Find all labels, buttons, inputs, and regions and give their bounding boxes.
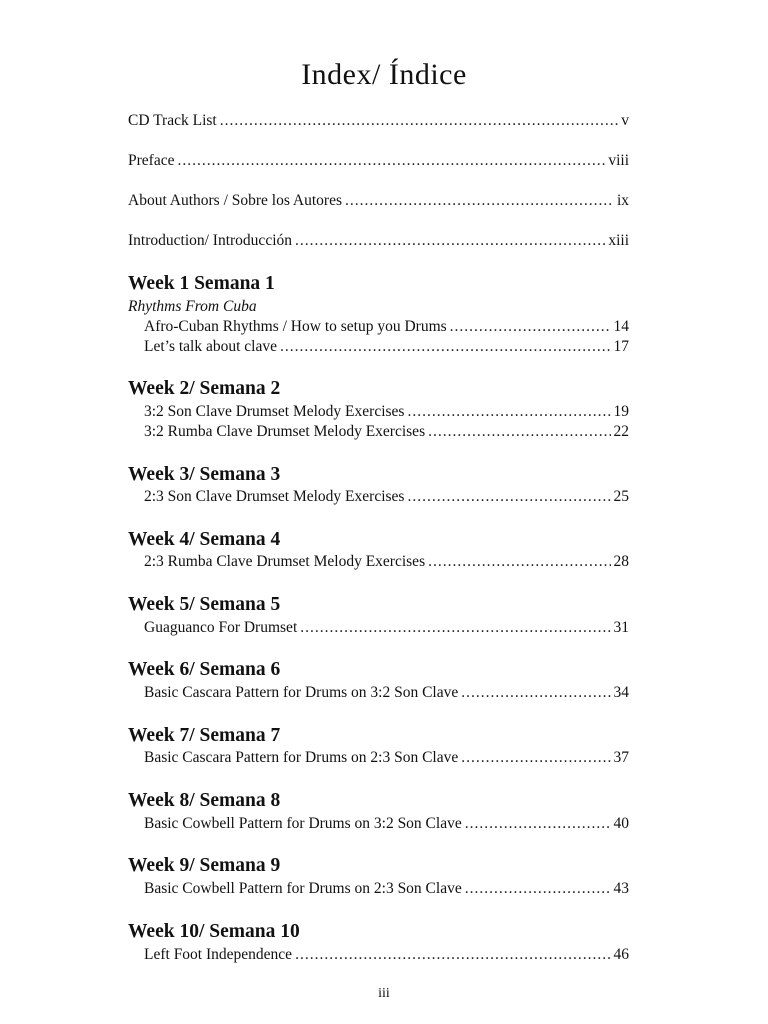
entry-label: Basic Cascara Pattern for Drums on 2:3 Son Clave bbox=[144, 749, 459, 766]
entry-page: 19 bbox=[613, 403, 629, 420]
entry-page: viii bbox=[608, 152, 629, 169]
entry-page: 25 bbox=[613, 488, 629, 505]
entry-page: 22 bbox=[613, 423, 629, 440]
dot-leader bbox=[428, 553, 610, 571]
dot-leader bbox=[407, 403, 610, 421]
week-heading: Week 5/ Semana 5 bbox=[128, 594, 281, 615]
entry-page: xiii bbox=[608, 232, 629, 249]
week-subtitle: Rhythms From Cuba bbox=[128, 298, 257, 315]
entry-page: 46 bbox=[613, 946, 629, 963]
dot-leader bbox=[295, 232, 605, 250]
entry-page: 43 bbox=[613, 880, 629, 897]
page-number: iii bbox=[378, 986, 390, 1001]
dot-leader bbox=[461, 684, 610, 702]
dot-leader bbox=[345, 192, 614, 210]
entry-label: Basic Cascara Pattern for Drums on 3:2 Son Clave bbox=[144, 684, 459, 701]
dot-leader bbox=[428, 423, 610, 441]
entry-page: 28 bbox=[613, 553, 629, 570]
dot-leader bbox=[461, 749, 610, 767]
entry-label: Left Foot Independence bbox=[144, 946, 293, 963]
toc-entry[interactable] bbox=[144, 880, 629, 898]
dot-leader bbox=[465, 815, 611, 833]
entry-page: 31 bbox=[613, 619, 629, 636]
entry-page: v bbox=[621, 112, 629, 129]
entry-page: ix bbox=[616, 192, 629, 209]
entry-label: 2:3 Rumba Clave Drumset Melody Exercises bbox=[144, 553, 426, 570]
dot-leader bbox=[280, 338, 611, 356]
entry-label: Preface bbox=[128, 152, 175, 169]
week-heading: Week 3/ Semana 3 bbox=[128, 464, 281, 485]
week-heading: Week 4/ Semana 4 bbox=[128, 529, 281, 550]
week-heading: Week 6/ Semana 6 bbox=[128, 659, 281, 680]
toc-entry-about-authors[interactable] bbox=[128, 192, 629, 210]
entry-page: 34 bbox=[613, 684, 629, 701]
toc-entry[interactable] bbox=[144, 318, 629, 336]
entry-label: CD Track List bbox=[128, 112, 217, 129]
entry-page: 37 bbox=[613, 749, 629, 766]
entry-label: Let’s talk about clave bbox=[144, 338, 277, 355]
entry-label: Introduction/ Introducción bbox=[128, 232, 292, 249]
entry-label: 3:2 Rumba Clave Drumset Melody Exercises bbox=[144, 423, 426, 440]
week-heading: Week 9/ Semana 9 bbox=[128, 855, 281, 876]
dot-leader bbox=[177, 152, 605, 170]
toc-entry[interactable] bbox=[144, 553, 629, 571]
entry-page: 40 bbox=[613, 815, 629, 832]
week-heading: Week 2/ Semana 2 bbox=[128, 378, 281, 399]
toc-entry-cd-track-list[interactable] bbox=[128, 112, 629, 130]
toc-entry[interactable] bbox=[144, 338, 629, 356]
toc-entry[interactable] bbox=[144, 403, 629, 421]
toc-entry-introduction[interactable] bbox=[128, 232, 629, 250]
entry-page: 17 bbox=[613, 338, 629, 355]
entry-label: Guaguanco For Drumset bbox=[144, 619, 298, 636]
week-heading: Week 10/ Semana 10 bbox=[128, 921, 300, 942]
dot-leader bbox=[295, 946, 610, 964]
week-heading: Week 7/ Semana 7 bbox=[128, 725, 281, 746]
dot-leader bbox=[465, 880, 611, 898]
dot-leader bbox=[407, 488, 610, 506]
week-heading: Week 1 Semana 1 bbox=[128, 273, 275, 294]
toc-entry[interactable] bbox=[144, 423, 629, 441]
entry-label: About Authors / Sobre los Autores bbox=[128, 192, 342, 209]
dot-leader bbox=[300, 619, 610, 637]
toc-entry[interactable] bbox=[144, 749, 629, 767]
dot-leader bbox=[220, 112, 619, 130]
entry-page: 14 bbox=[613, 318, 629, 335]
toc-entry[interactable] bbox=[144, 619, 629, 637]
toc-entry[interactable] bbox=[144, 946, 629, 964]
entry-label: 2:3 Son Clave Drumset Melody Exercises bbox=[144, 488, 405, 505]
entry-label: Basic Cowbell Pattern for Drums on 3:2 Son Clave bbox=[144, 815, 462, 832]
toc-entry[interactable] bbox=[144, 815, 629, 833]
dot-leader bbox=[450, 318, 611, 336]
entry-label: Basic Cowbell Pattern for Drums on 2:3 Son Clave bbox=[144, 880, 462, 897]
entry-label: 3:2 Son Clave Drumset Melody Exercises bbox=[144, 403, 405, 420]
toc-entry[interactable] bbox=[144, 684, 629, 702]
page-title: Index/ Índice bbox=[301, 58, 467, 91]
toc-entry-preface[interactable] bbox=[128, 152, 629, 170]
toc-entry[interactable] bbox=[144, 488, 629, 506]
entry-label: Afro-Cuban Rhythms / How to setup you Drums bbox=[144, 318, 447, 335]
week-heading: Week 8/ Semana 8 bbox=[128, 790, 281, 811]
